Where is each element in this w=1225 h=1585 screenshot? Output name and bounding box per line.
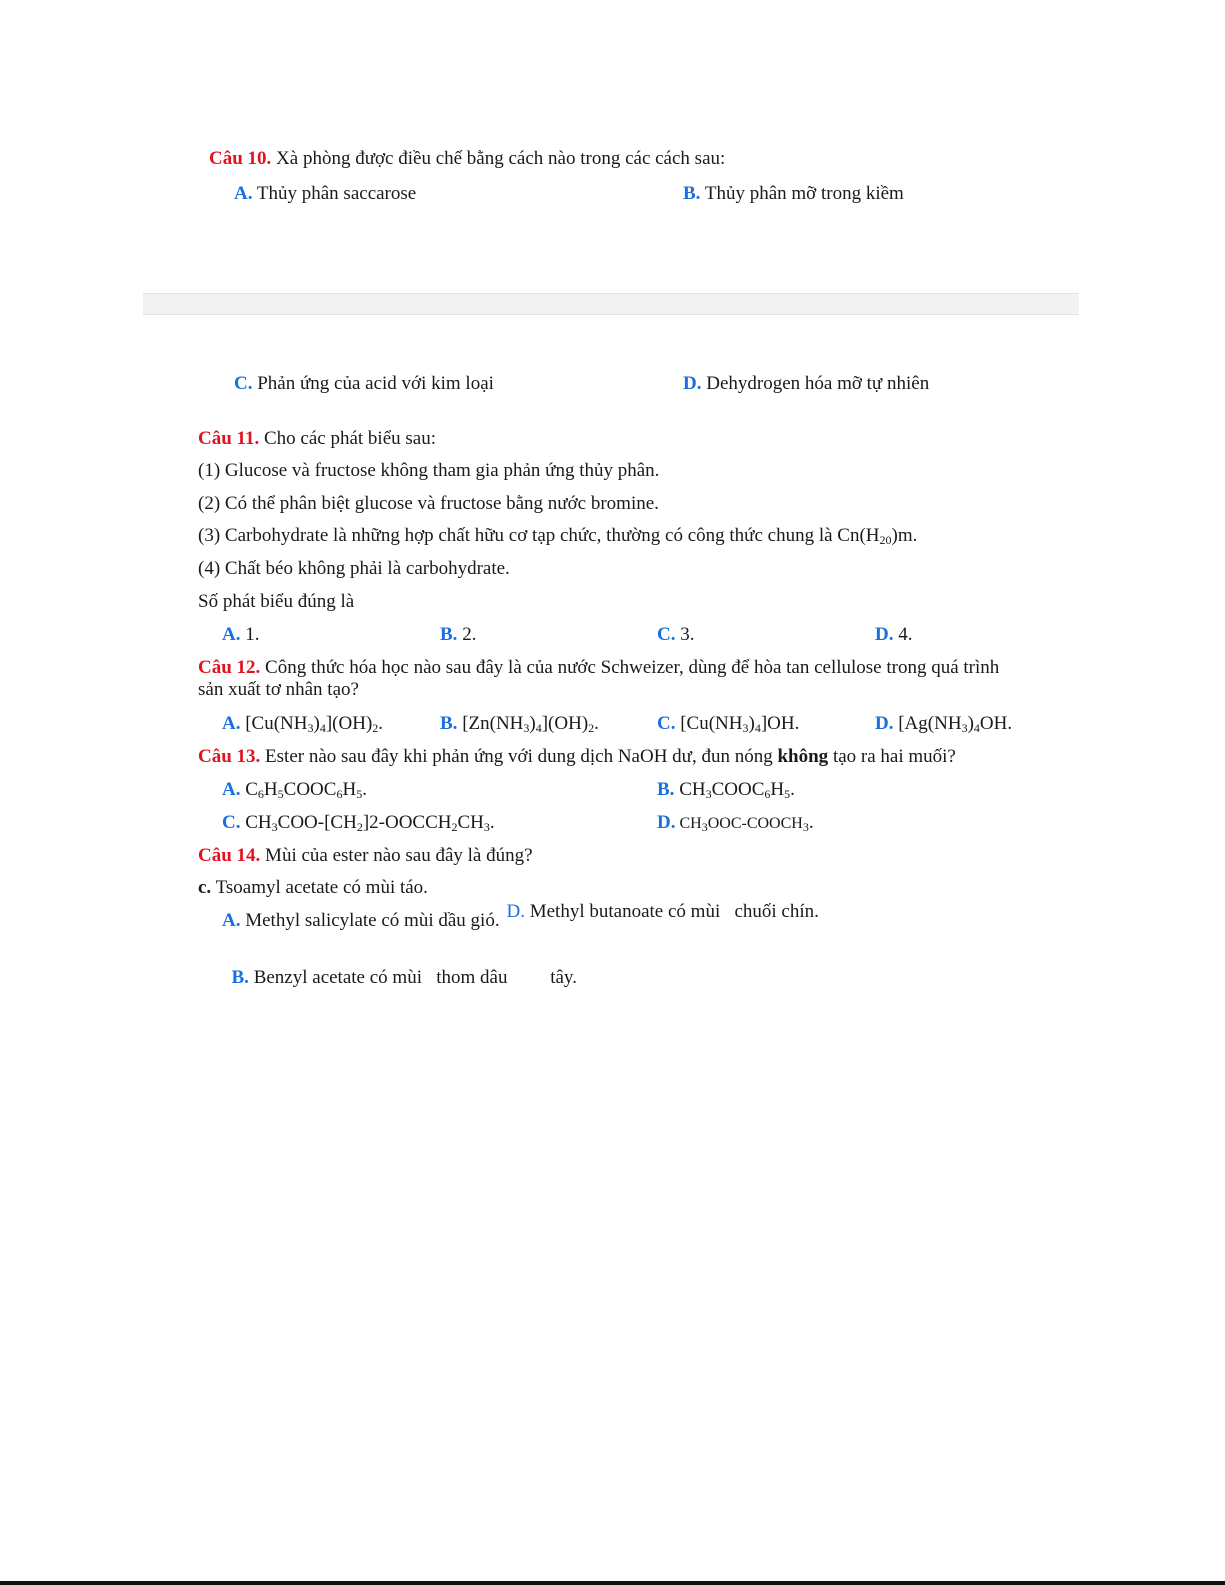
formula-part: C [240,779,258,800]
option-label: B. [440,713,458,734]
option-label: A. [222,910,241,931]
question-text: Mùi của ester nào sau đây là đúng? [260,845,533,866]
page-break-band [143,293,1079,315]
option-c [657,623,694,647]
option-text: Thủy phân mỡ trong kiềm [700,183,904,204]
option-d [683,372,929,396]
formula-part: H [342,779,357,800]
formula-part: . [808,812,814,833]
question-prompt: Số phát biểu đúng là [198,591,355,612]
question-text: tạo ra hai muối? [828,746,956,767]
option-c [657,712,799,736]
option-text: Benzyl acetate có mùi thom dâu tây. [248,967,577,988]
option-label: C. [657,624,676,645]
option-a [234,182,416,206]
formula-part: COOC [283,779,337,800]
subscript: 3 [307,721,314,735]
option-a [222,909,500,933]
subscript: 6 [336,787,343,801]
question-number: Câu 11. [198,428,260,449]
option-b [440,623,476,647]
option-b [657,778,795,802]
question-13 [198,745,956,769]
question-10 [209,147,725,171]
formula-part: [Zn(NH [457,713,524,734]
formula-part: . [790,779,795,800]
option-label: B. [231,967,249,988]
option-label: D. [506,901,525,922]
formula-part: [Cu(NH [240,713,308,734]
subscript: 6 [764,787,771,801]
question-number: Câu 14. [198,845,261,866]
formula-part: ]2-OOCCH [362,812,452,833]
option-c-lower [198,876,428,900]
option-label: A. [222,624,241,645]
option-d [875,712,1012,736]
subscript: 6 [257,787,264,801]
formula-part: ]OH. [760,713,800,734]
subscript: 3 [705,787,712,801]
formula-part: [Ag(NH [893,713,962,734]
subscript: 3 [802,820,809,834]
option-label: C. [234,373,253,394]
option-label: B. [440,624,458,645]
option-label: A. [234,183,253,204]
formula-part: ](OH) [541,713,589,734]
subscript: 5 [356,787,363,801]
formula-part: CH [674,779,706,800]
question-number: Câu 10. [209,148,272,169]
statement-text: (3) Carbohydrate là những hợp chất hữu cơ tạp chức, thường có công thức chung là Cn(H [198,525,880,546]
option-label: B. [657,779,675,800]
option-a [222,778,367,802]
subscript: 4 [319,721,326,735]
question-text: Xà phòng được điều chế bằng cách nào trong các cách sau: [271,148,726,169]
option-text: Tsoamyl acetate có mùi táo. [211,877,428,898]
subscript: 2 [588,721,595,735]
option-d [657,811,814,836]
option-c [222,811,495,835]
option-b [683,182,904,206]
option-c [234,372,494,396]
formula-part: . [489,812,495,833]
option-text: Methyl salicylate có mùi dầu gió. [240,910,500,931]
option-label: D. [657,812,676,833]
subscript: 3 [271,820,278,834]
subscript: 4 [535,721,542,735]
subscript: 3 [701,820,708,834]
statement-4: (4) Chất béo không phải là carbohydrate. [198,558,510,579]
statement-1: (1) Glucose và fructose không tham gia phản ứng thủy phân. [198,460,660,481]
option-text: Methyl butanoate có mùi chuối chín. [524,901,819,922]
option-text: Thủy phân saccarose [252,183,417,204]
question-14 [198,844,533,868]
subscript: 2 [372,721,379,735]
question-12 [198,656,999,680]
formula-part: ) [529,713,536,734]
subscript: 4 [973,721,980,735]
option-label: C. [657,713,676,734]
subscript: 5 [277,787,284,801]
formula-part: COO-[CH [277,812,357,833]
formula-part: . [378,713,384,734]
option-a [222,712,383,736]
option-label: c. [198,877,212,898]
option-label: D. [683,373,702,394]
statement-2: (2) Có thể phân biệt glucose và fructose bằng nước bromine. [198,493,659,514]
formula-part: ](OH) [325,713,373,734]
subscript: 3 [961,721,968,735]
subscript: 20 [879,533,892,547]
formula-part: COOC [711,779,765,800]
formula-part: [Cu(NH [675,713,743,734]
option-text: Phản ứng của acid với kim loại [252,373,494,394]
question-text: Công thức hóa học nào sau đây là của nước Schweizer, dùng để hòa tan cellulose trong quá trình [260,657,1000,678]
question-emphasis: không [777,746,829,767]
subscript: 3 [523,721,530,735]
formula-part: OOC-COOCH [707,815,803,832]
option-b [440,712,599,736]
formula-part: ) [313,713,320,734]
option-text: 1. [240,624,260,645]
option-label: A. [222,779,241,800]
formula-part: . [594,713,599,734]
formula-part: H [263,779,278,800]
question-number: Câu 12. [198,657,261,678]
formula-part: ) [748,713,755,734]
question-text-continued: sản xuất tơ nhân tạo? [198,679,359,700]
subscript: 2 [451,820,458,834]
question-11 [198,427,436,451]
subscript: 3 [483,820,490,834]
option-text: Dehydrogen hóa mỡ tự nhiên [701,373,930,394]
statement-3 [198,524,917,548]
option-text: 4. [893,624,913,645]
option-b [222,942,577,990]
formula-part: ) [967,713,974,734]
subscript: 2 [356,820,363,834]
option-text: 2. [457,624,477,645]
option-text: 3. [675,624,695,645]
formula-part: CH [457,812,484,833]
question-text: Ester nào sau đây khi phản ứng với dung dịch NaOH dư, đun nóng [260,746,778,767]
option-label: B. [683,183,701,204]
option-label: D. [875,713,894,734]
formula-part: CH [240,812,272,833]
question-number: Câu 13. [198,746,261,767]
page-bottom-border [0,1581,1225,1585]
formula-part: CH [675,815,702,832]
question-text: Cho các phát biểu sau: [259,428,437,449]
option-a [222,623,259,647]
option-label: C. [222,812,241,833]
option-d [497,876,819,924]
formula-part: OH. [979,713,1013,734]
option-label: D. [875,624,894,645]
option-d [875,623,912,647]
subscript: 4 [754,721,761,735]
formula-part: H [770,779,785,800]
subscript: 5 [784,787,791,801]
formula-part: . [362,779,367,800]
subscript: 3 [742,721,749,735]
statement-text: )m. [891,525,918,546]
option-label: A. [222,713,241,734]
